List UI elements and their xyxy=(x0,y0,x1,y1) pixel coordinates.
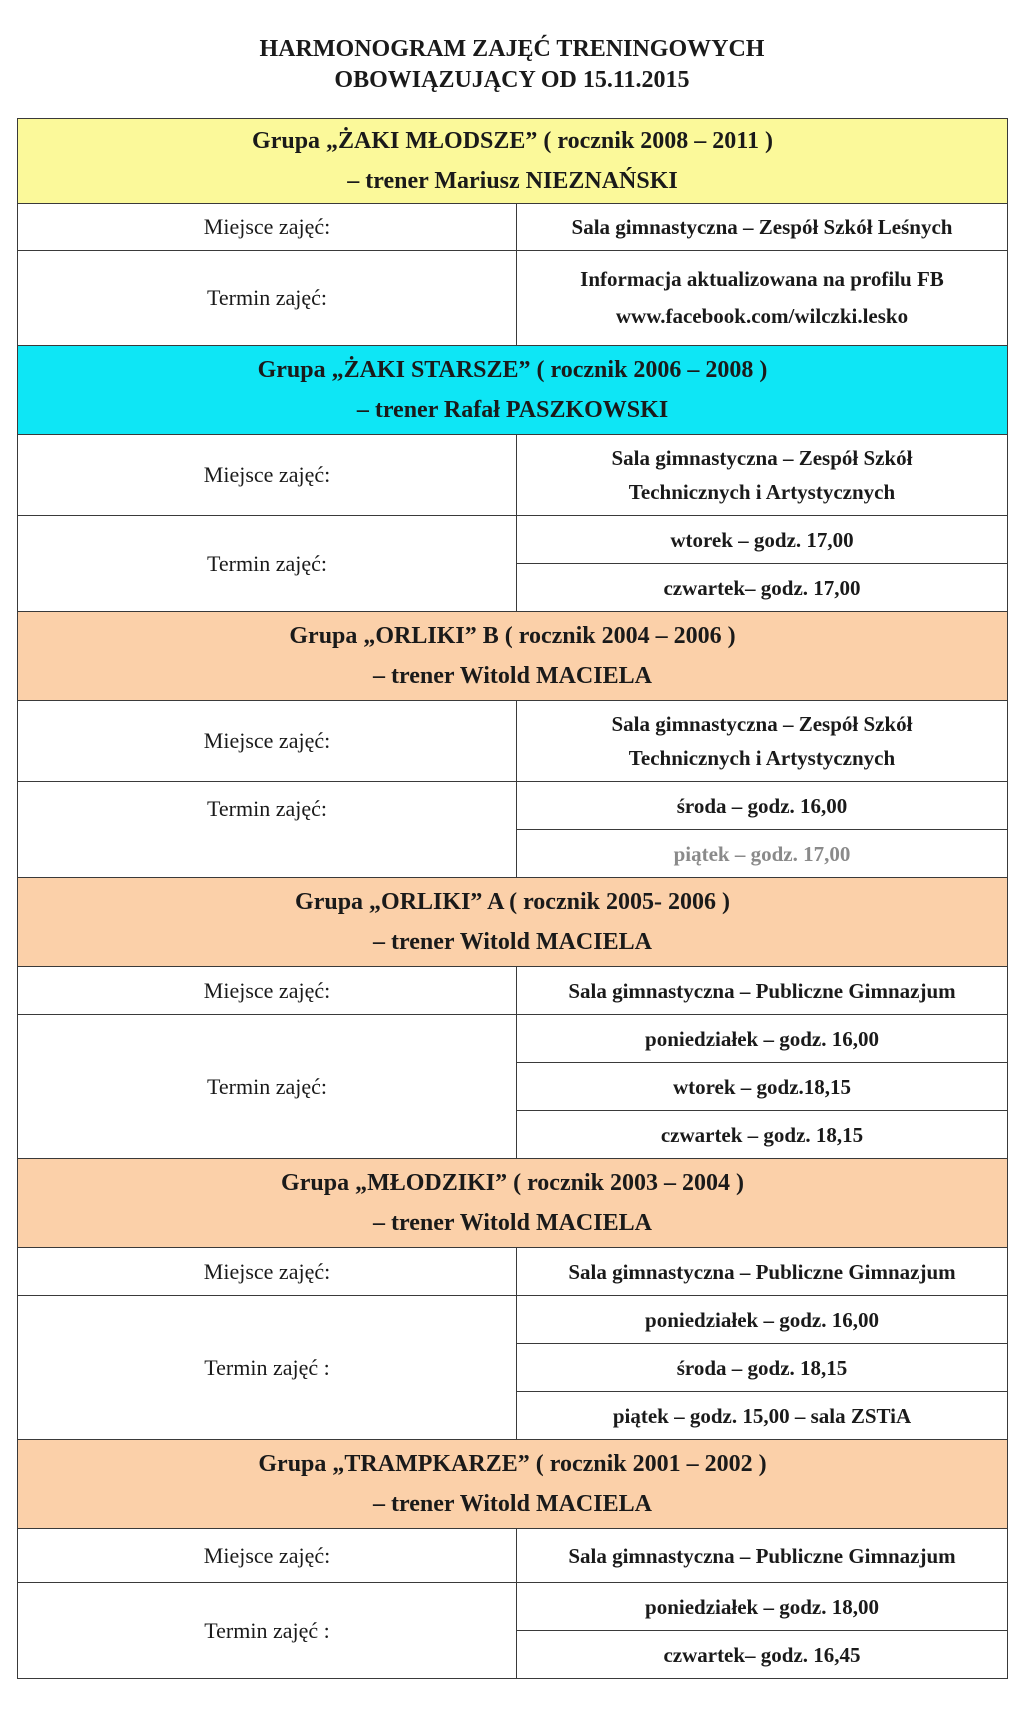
term-row xyxy=(18,1015,1008,1063)
group-coach: – trener Witold MACIELA xyxy=(373,929,652,955)
term-row xyxy=(18,1583,1008,1631)
place-line-2: Technicznych i Artystycznych xyxy=(628,746,896,770)
place-row xyxy=(18,1248,1008,1296)
group-header-row xyxy=(18,878,1008,967)
group-title: Grupa „ORLIKI” B ( rocznik 2004 – 2006 ) xyxy=(289,623,736,649)
group-title: Grupa „ORLIKI” A ( rocznik 2005- 2006 ) xyxy=(295,889,730,915)
group-title: Grupa „ŻAKI MŁODSZE” ( rocznik 2008 – 2011 ) xyxy=(252,128,773,154)
term-label: Termin zajęć: xyxy=(18,251,517,346)
group-coach: – trener Mariusz NIEZNAŃSKI xyxy=(347,168,678,194)
term-row xyxy=(18,516,1008,564)
group-title: Grupa „ŻAKI STARSZE” ( rocznik 2006 – 2008 ) xyxy=(257,357,768,383)
term-label: Termin zajęć: xyxy=(18,516,517,612)
document-title xyxy=(0,34,1024,96)
group-coach: – trener Witold MACIELA xyxy=(373,1210,652,1236)
term-time: środa – godz. 18,15 xyxy=(517,1344,1008,1392)
place-value xyxy=(517,435,1008,516)
group-title: Grupa „TRAMPKARZE” ( rocznik 2001 – 2002 ) xyxy=(258,1451,767,1477)
term-time: środa – godz. 16,00 xyxy=(517,782,1008,830)
place-value: Sala gimnastyczna – Publiczne Gimnazjum xyxy=(517,1248,1008,1296)
term-time: poniedziałek – godz. 16,00 xyxy=(517,1015,1008,1063)
place-line-1: Sala gimnastyczna – Zespół Szkół xyxy=(611,446,913,470)
term-time: piątek – godz. 17,00 xyxy=(517,830,1008,878)
place-label: Miejsce zajęć: xyxy=(18,204,517,251)
term-time: poniedziałek – godz. 16,00 xyxy=(517,1296,1008,1344)
place-label: Miejsce zajęć: xyxy=(18,1248,517,1296)
place-row xyxy=(18,1529,1008,1583)
group-header-zaki-mlodsze xyxy=(18,119,1008,204)
group-header-row xyxy=(18,1440,1008,1529)
group-header-zaki-starsze xyxy=(18,346,1008,435)
group-header-orliki-b xyxy=(18,612,1008,701)
term-label: Termin zajęć: xyxy=(18,782,517,878)
group-coach: – trener Witold MACIELA xyxy=(373,663,652,689)
term-row xyxy=(18,251,1008,346)
term-time: poniedziałek – godz. 18,00 xyxy=(517,1583,1008,1631)
term-time: czwartek– godz. 17,00 xyxy=(517,564,1008,612)
place-value: Sala gimnastyczna – Publiczne Gimnazjum xyxy=(517,1529,1008,1583)
group-title: Grupa „MŁODZIKI” ( rocznik 2003 – 2004 ) xyxy=(281,1170,744,1196)
place-value: Sala gimnastyczna – Zespół Szkół Leśnych xyxy=(517,204,1008,251)
place-value: Sala gimnastyczna – Publiczne Gimnazjum xyxy=(517,967,1008,1015)
term-time: wtorek – godz.18,15 xyxy=(517,1063,1008,1111)
term-label: Termin zajęć : xyxy=(18,1296,517,1440)
group-header-row xyxy=(18,346,1008,435)
group-header-orliki-a xyxy=(18,878,1008,967)
place-line-1: Sala gimnastyczna – Zespół Szkół xyxy=(611,712,913,736)
group-header-trampkarze xyxy=(18,1440,1008,1529)
term-row xyxy=(18,782,1008,830)
place-value xyxy=(517,701,1008,782)
term-row xyxy=(18,1296,1008,1344)
term-time: czwartek– godz. 16,45 xyxy=(517,1631,1008,1679)
place-row xyxy=(18,435,1008,516)
place-label: Miejsce zajęć: xyxy=(18,967,517,1015)
place-row xyxy=(18,204,1008,251)
group-coach: – trener Witold MACIELA xyxy=(373,1491,652,1517)
term-label: Termin zajęć : xyxy=(18,1583,517,1679)
group-coach: – trener Rafał PASZKOWSKI xyxy=(356,397,669,423)
facebook-url: www.facebook.com/wilczki.lesko xyxy=(615,304,909,328)
term-info-line: Informacja aktualizowana na profilu FB xyxy=(580,267,944,291)
term-time: czwartek – godz. 18,15 xyxy=(517,1111,1008,1159)
schedule-table xyxy=(17,118,1008,1679)
place-label: Miejsce zajęć: xyxy=(18,1529,517,1583)
place-label: Miejsce zajęć: xyxy=(18,435,517,516)
group-header-row xyxy=(18,612,1008,701)
title-line-2: OBOWIĄZUJĄCY OD 15.11.2015 xyxy=(334,67,690,93)
title-line-1: HARMONOGRAM ZAJĘĆ TRENINGOWYCH xyxy=(259,36,765,62)
place-row xyxy=(18,967,1008,1015)
group-header-row xyxy=(18,1159,1008,1248)
group-header-mlodziki xyxy=(18,1159,1008,1248)
term-time: wtorek – godz. 17,00 xyxy=(517,516,1008,564)
term-label: Termin zajęć: xyxy=(18,1015,517,1159)
place-label: Miejsce zajęć: xyxy=(18,701,517,782)
place-line-2: Technicznych i Artystycznych xyxy=(628,480,896,504)
term-value xyxy=(517,251,1008,346)
group-header-row xyxy=(18,119,1008,204)
place-row xyxy=(18,701,1008,782)
term-time: piątek – godz. 15,00 – sala ZSTiA xyxy=(517,1392,1008,1440)
